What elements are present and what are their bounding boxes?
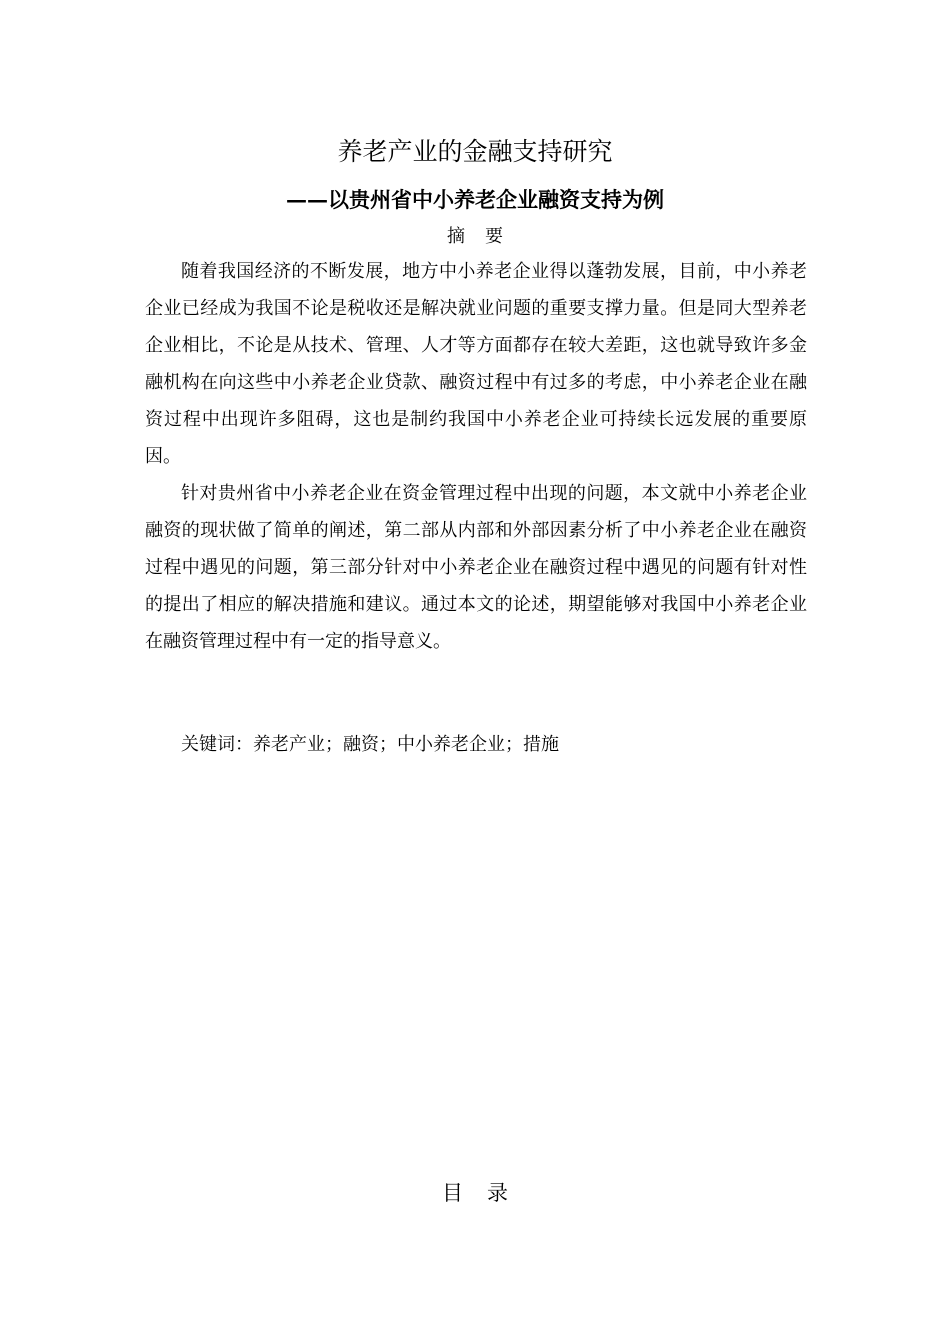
toc-heading: 目录 (442, 1181, 532, 1205)
abstract-paragraph: 针对贵州省中小养老企业在资金管理过程中出现的问题，本文就中小养老企业融资的现状做了简单的阐述，第二部从内部和外部因素分析了中小养老企业在融资过程中遇见的问题，第三部分针对中小养老企业在融资过程中遇见的问题有针对性的提出了相应的解决措施和建议。通过本文的论述，期望能够对我国中小养老企业在融资管理过程中有一定的指导意义。 (145, 483, 807, 652)
abstract-body (145, 253, 807, 660)
abstract-paragraph: 随着我国经济的不断发展，地方中小养老企业得以蓬勃发展，目前，中小养老企业已经成为我国不论是税收还是解决就业问题的重要支撑力量。但是同大型养老企业相比，不论是从技术、管理、人才等方面都存在较大差距，这也就导致许多金融机构在向这些中小养老企业贷款、融资过程中有过多的考虑，中小养老企业在融资过程中出现许多阻碍，这也是制约我国中小养老企业可持续长远发展的重要原因。 (145, 261, 807, 467)
document-title: 养老产业的金融支持研究 (337, 137, 613, 166)
abstract-heading: 摘要 (447, 226, 523, 247)
document-subtitle: ——以贵州省中小养老企业融资支持为例 (286, 187, 664, 212)
keywords-line: 关键词：养老产业；融资；中小养老企业；措施 (181, 734, 559, 755)
